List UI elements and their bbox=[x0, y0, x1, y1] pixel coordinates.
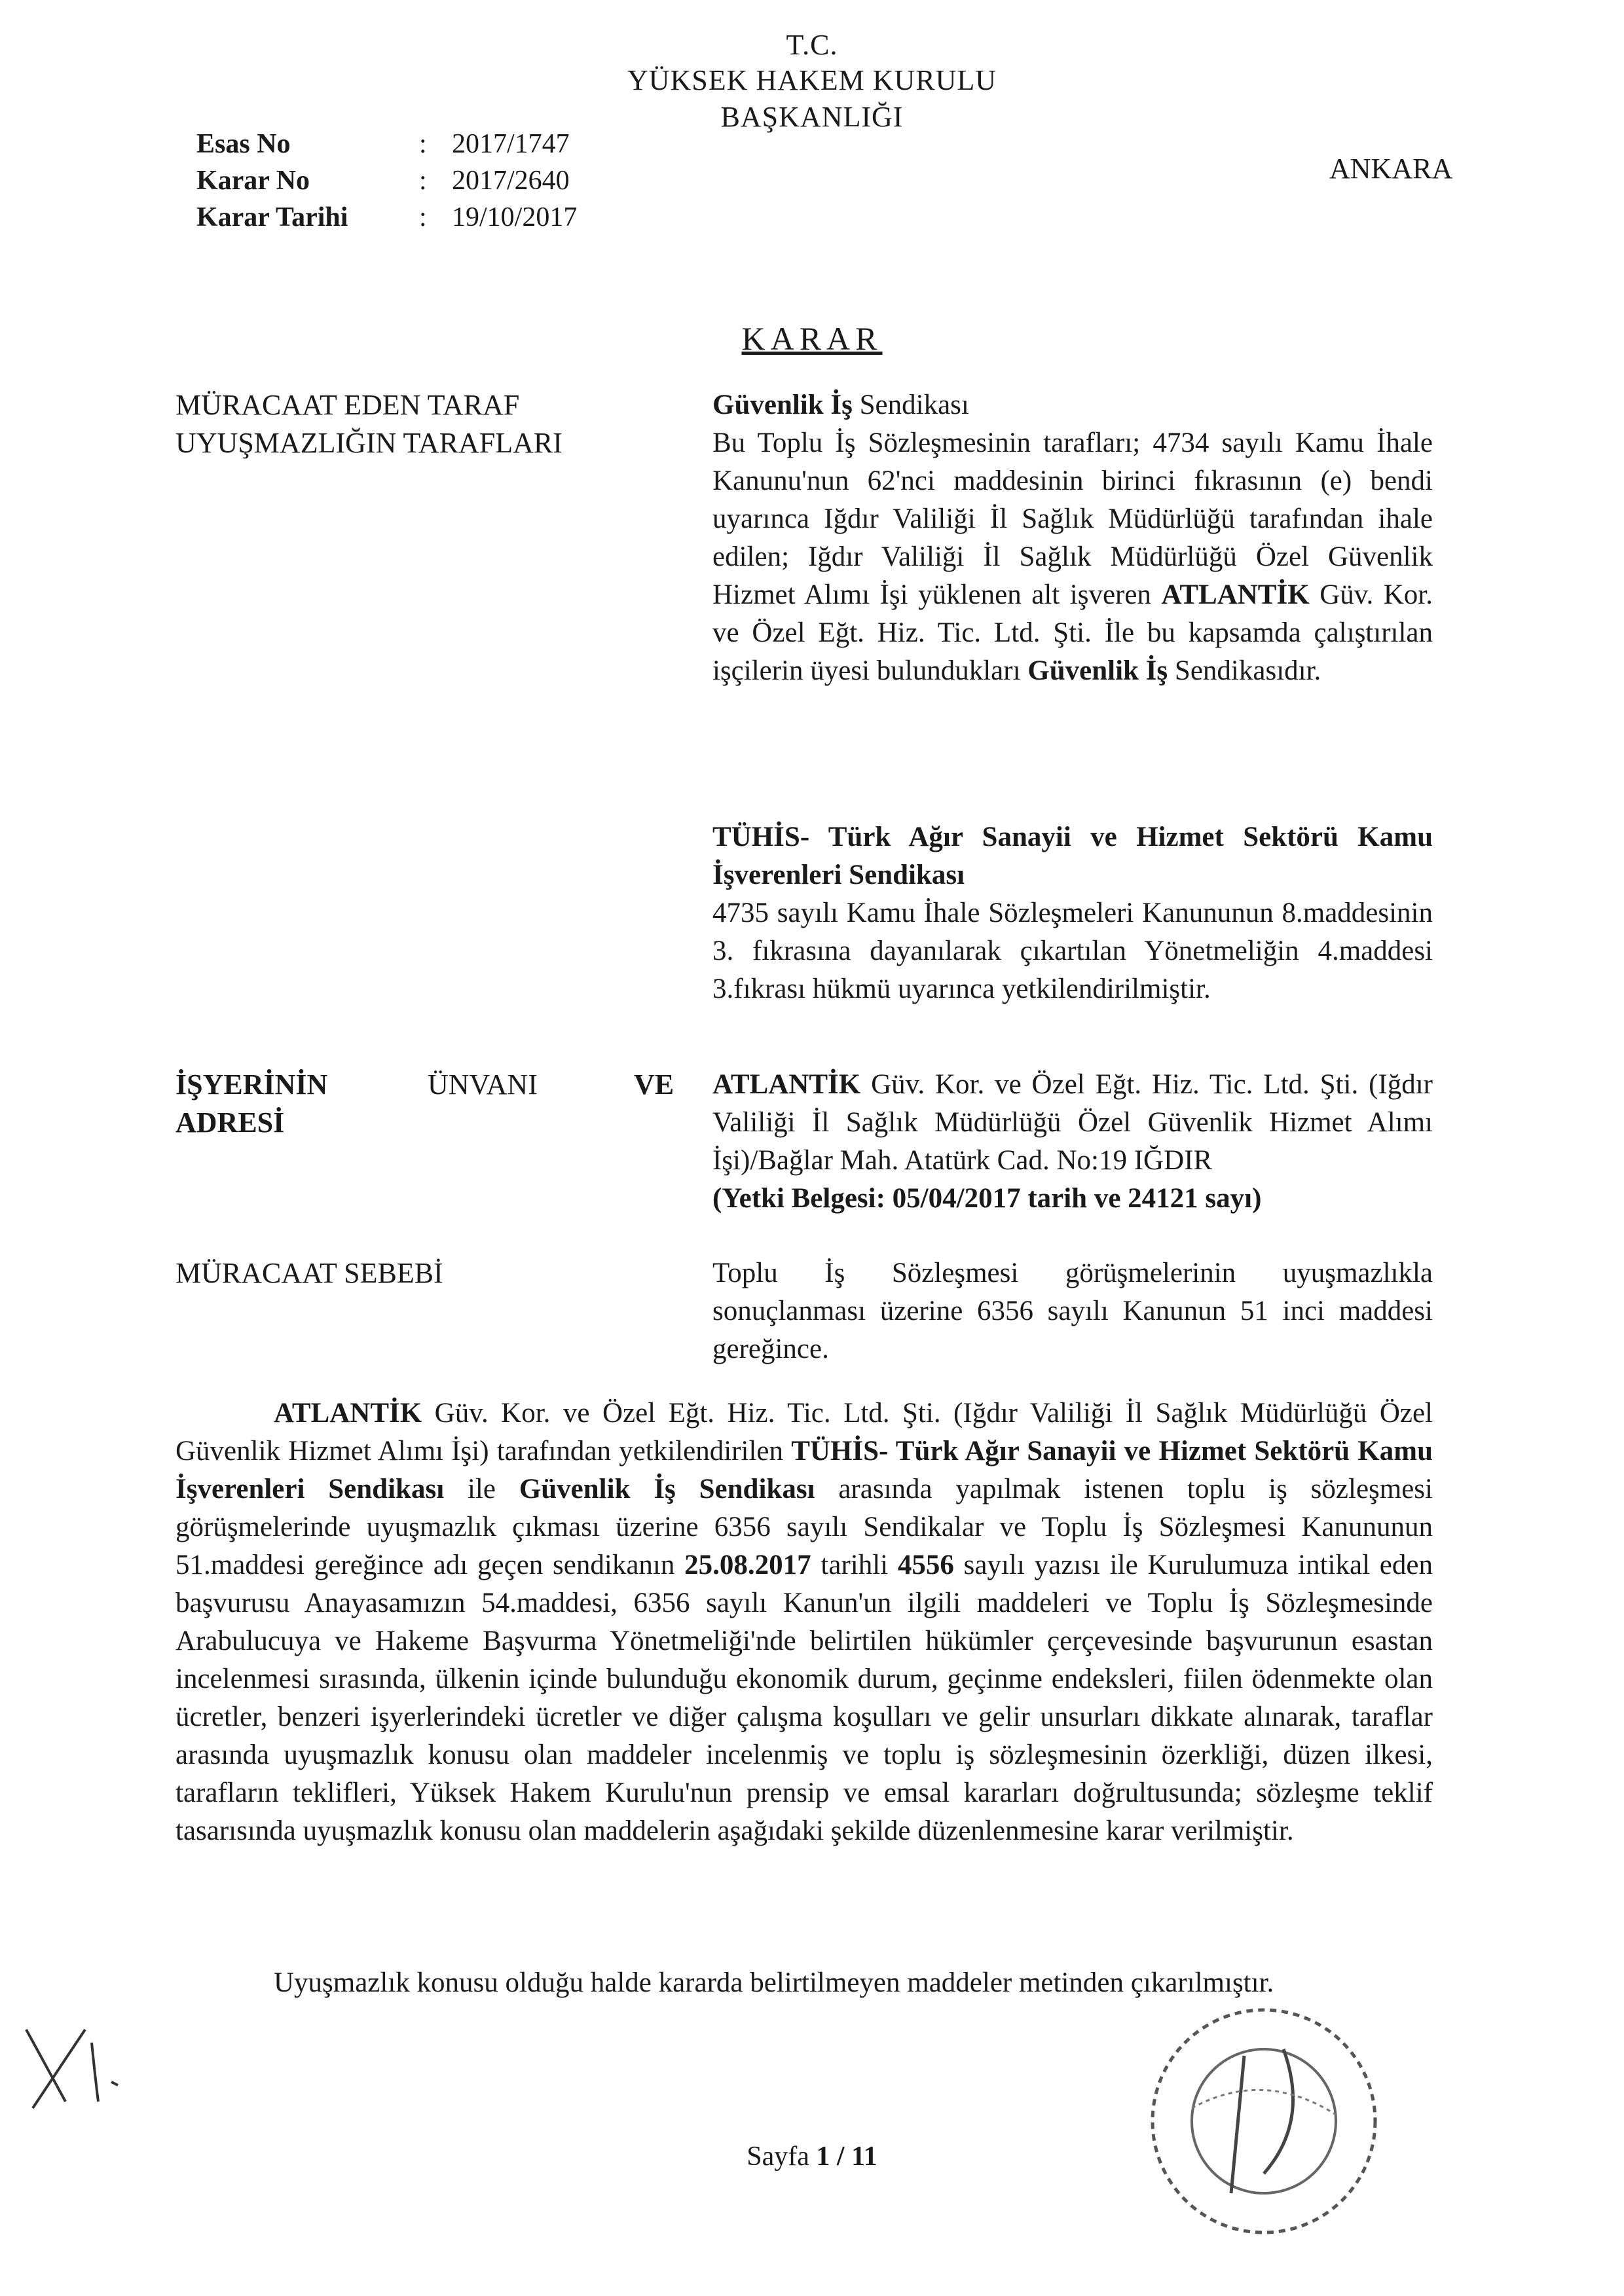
header-board: YÜKSEK HAKEM KURULU bbox=[627, 64, 997, 96]
parties-label: UYUŞMAZLIĞIN TARAFLARI bbox=[175, 427, 563, 459]
applicant-name-rest: Sendikası bbox=[852, 390, 969, 420]
meta-value: 2017/1747 bbox=[452, 129, 570, 159]
parties-text: Güv. Kor. ve Özel Eğt. Hiz. Tic. Ltd. Şti. İle bu kapsamda çalıştırılan işçilerin üyesi bulundukları bbox=[712, 579, 1433, 686]
parties-bold: Güvenlik İş bbox=[1027, 655, 1168, 686]
header-tc: T.C. bbox=[786, 29, 838, 61]
meta-label: Karar No bbox=[196, 166, 310, 196]
meta-label: Esas No bbox=[196, 129, 291, 159]
workplace-address: Güv. Kor. ve Özel Eğt. Hiz. Tic. Ltd. Şti. (Iğdır Valiliği İl Sağlık Müdürlüğü Özel Güvenlik Hizmet Alımı İşi)/Bağlar Mah. Atatürk Cad. No:19 IĞDIR bbox=[712, 1069, 1433, 1176]
workplace-label-d: ADRESİ bbox=[175, 1106, 285, 1139]
parties-text: Sendikasıdır. bbox=[1168, 655, 1321, 686]
page-current: 1 bbox=[816, 2141, 830, 2172]
authorization-certificate: (Yetki Belgesi: 05/04/2017 tarih ve 24121 sayı) bbox=[712, 1183, 1262, 1214]
page-separator: / bbox=[830, 2141, 852, 2172]
workplace-label-c: VE bbox=[634, 1068, 674, 1101]
meta-colon: : bbox=[419, 166, 427, 196]
official-stamp-icon bbox=[1113, 1977, 1414, 2265]
applicant-name-bold: Güvenlik İş bbox=[712, 390, 853, 420]
meta-colon: : bbox=[419, 129, 427, 159]
page-number bbox=[0, 2141, 1624, 2172]
meta-value: 19/10/2017 bbox=[452, 202, 578, 232]
employer-union-text: 4735 sayılı Kamu İhale Sözleşmeleri Kanununun 8.maddesinin 3. fıkrasına dayanılarak çıkartılan Yönetmeliğin 4.maddesi 3.fıkrası hükmü uyarınca yetkilendirilmiştir. bbox=[712, 898, 1433, 1004]
applicant-label: MÜRACAAT EDEN TARAF bbox=[175, 389, 520, 421]
workplace-name-bold: ATLANTİK bbox=[712, 1069, 861, 1100]
employer-union bbox=[712, 818, 1433, 1008]
workplace-label-a: İŞYERİNİN bbox=[175, 1068, 328, 1101]
header-city: ANKARA bbox=[1329, 153, 1453, 185]
meta-colon: : bbox=[419, 202, 427, 232]
handwritten-mark-icon bbox=[13, 2003, 144, 2128]
parties-description bbox=[712, 424, 1433, 690]
reason-label: MÜRACAAT SEBEBİ bbox=[175, 1257, 443, 1289]
decision-note: Uyuşmazlık konusu olduğu halde kararda belirtilmeyen maddeler metinden çıkarılmıştır. bbox=[274, 1967, 1274, 1998]
decision-body: ATLANTİK Güv. Kor. ve Özel Eğt. Hiz. Tic. Ltd. Şti. (Iğdır Valiliği İl Sağlık Müdürlüğü Özel Güvenlik Hizmet Alımı İşi) tarafından yetkilendirilen TÜHİS- Türk Ağır Sanayii ve Hizmet Sektörü Kamu İşverenleri Sendikası ile Güvenlik İş Sendikası arasında yapılmak istenen toplu iş sözleşmesi görüşmelerinde uyuşmazlık çıkması üzerine 6356 sayılı Sendikalar ve Toplu İş Sözleşmesi Kanununun 51.maddesi gereğince adı geçen sendikanın 25.08.2017 tarihli 4556 sayılı yazısı ile Kurulumuza intikal eden başvurusu Anayasamızın 54.maddesi, 6356 sayılı Kanun'un ilgili maddeleri ve Toplu İş Sözleşmesinde Arabulucuya ve Hakeme Başvurma Yönetmeliği'nde belirtilen hükümler çerçevesinde başvurunun esastan incelenmesi sırasında, ülkenin içinde bulunduğu ekonomik durum, geçinme endeksleri, fiilen ödenmekte olan ücretler, benzeri işyerlerindeki ücretler ve diğer çalışma koşulları ve gelir unsurları dikkate alınarak, taraflar arasında uyuşmazlık konusu olan maddeler incelenmiş ve toplu iş sözleşmesinin özerkliği, düzen ilkesi, tarafların teklifleri, Yüksek Hakem Kurulu'nun prensip ve emsal kararları doğrultusunda; sözleşme teklif tasarısında uyuşmazlık konusu olan maddelerin aşağıdaki şekilde düzenlenmesine karar verilmiştir. bbox=[175, 1398, 1433, 1846]
parties-text: Bu Toplu İş Sözleşmesinin tarafları; 4734 sayılı Kamu İhale Kanunu'nun 62'nci maddesinin birinci fıkrasının (e) bendi uyarınca Iğdır Valiliği İl Sağlık Müdürlüğü tarafından ihale edilen; Iğdır Valiliği İl Sağlık Müdürlüğü Özel Güvenlik Hizmet Alımı İşi yüklenen alt işveren bbox=[712, 428, 1433, 610]
header-presidency: BAŞKANLIĞI bbox=[720, 101, 904, 133]
applicant-value bbox=[712, 386, 1433, 424]
workplace-label-b: ÜNVANI bbox=[428, 1068, 538, 1101]
document-title: KARAR bbox=[741, 320, 883, 357]
parties-bold: ATLANTİK bbox=[1161, 579, 1310, 610]
workplace-value bbox=[712, 1066, 1433, 1218]
employer-union-name: TÜHİS- Türk Ağır Sanayii ve Hizmet Sektörü Kamu İşverenleri Sendikası bbox=[712, 822, 1433, 890]
page-total: 11 bbox=[851, 2141, 877, 2172]
page-label: Sayfa bbox=[747, 2141, 817, 2172]
reason-value: Toplu İş Sözleşmesi görüşmelerinin uyuşmazlıkla sonuçlanması üzerine 6356 sayılı Kanunun 51 inci maddesi gereğince. bbox=[712, 1258, 1433, 1364]
meta-label: Karar Tarihi bbox=[196, 202, 348, 232]
meta-value: 2017/2640 bbox=[452, 166, 570, 196]
